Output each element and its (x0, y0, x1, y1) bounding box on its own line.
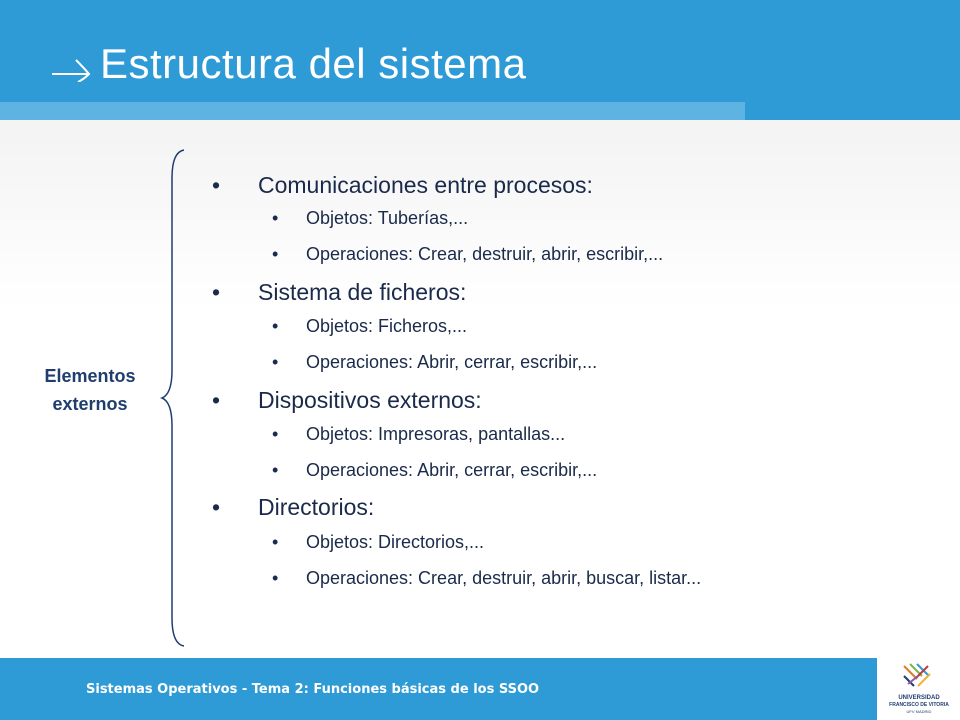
bullet: • (212, 279, 221, 305)
section-label: Directorios: (258, 494, 375, 520)
bullet: • (272, 460, 279, 480)
bullet: • (212, 172, 221, 198)
header-band (0, 102, 745, 120)
bullet: • (272, 568, 279, 588)
logo-text-line2: FRANCISCO DE VITORIA (889, 702, 949, 708)
side-label (30, 362, 150, 418)
bullet: • (272, 424, 279, 444)
section-label: Dispositivos externos: (258, 387, 482, 413)
bullet: • (212, 494, 221, 520)
list-item: Objetos: Ficheros,... (306, 316, 468, 336)
footer-text: Sistemas Operativos - Tema 2: Funciones básicas de los SSOO (86, 682, 540, 697)
logo-text-line3: UFV MADRID (906, 709, 932, 714)
side-label-line1: Elementos (44, 366, 136, 386)
list-item: Operaciones: Crear, destruir, abrir, escribir,... (306, 244, 664, 264)
list-item: Objetos: Directorios,... (306, 532, 485, 552)
side-label-line2: externos (52, 394, 128, 414)
bullet: • (272, 532, 279, 552)
logo-text-line1: UNIVERSIDAD (898, 695, 940, 701)
university-logo-icon (900, 662, 934, 692)
section-label: Sistema de ficheros: (258, 279, 467, 305)
bullet: • (272, 316, 279, 336)
bullet: • (272, 352, 279, 372)
bullet: • (212, 387, 221, 413)
curly-brace (160, 148, 188, 648)
arrow-right-icon (50, 56, 94, 82)
list-item: Operaciones: Abrir, cerrar, escribir,... (306, 352, 598, 372)
bullet: • (272, 244, 279, 264)
list-item: Operaciones: Abrir, cerrar, escribir,... (306, 460, 598, 480)
page-title: Estructura del sistema (100, 40, 527, 87)
list-item: Objetos: Tuberías,... (306, 208, 469, 228)
bullet: • (272, 208, 279, 228)
section-label: Comunicaciones entre procesos: (258, 172, 593, 198)
list-item: Operaciones: Crear, destruir, abrir, buscar, listar... (306, 568, 702, 588)
list-item: Objetos: Impresoras, pantallas... (306, 424, 566, 444)
